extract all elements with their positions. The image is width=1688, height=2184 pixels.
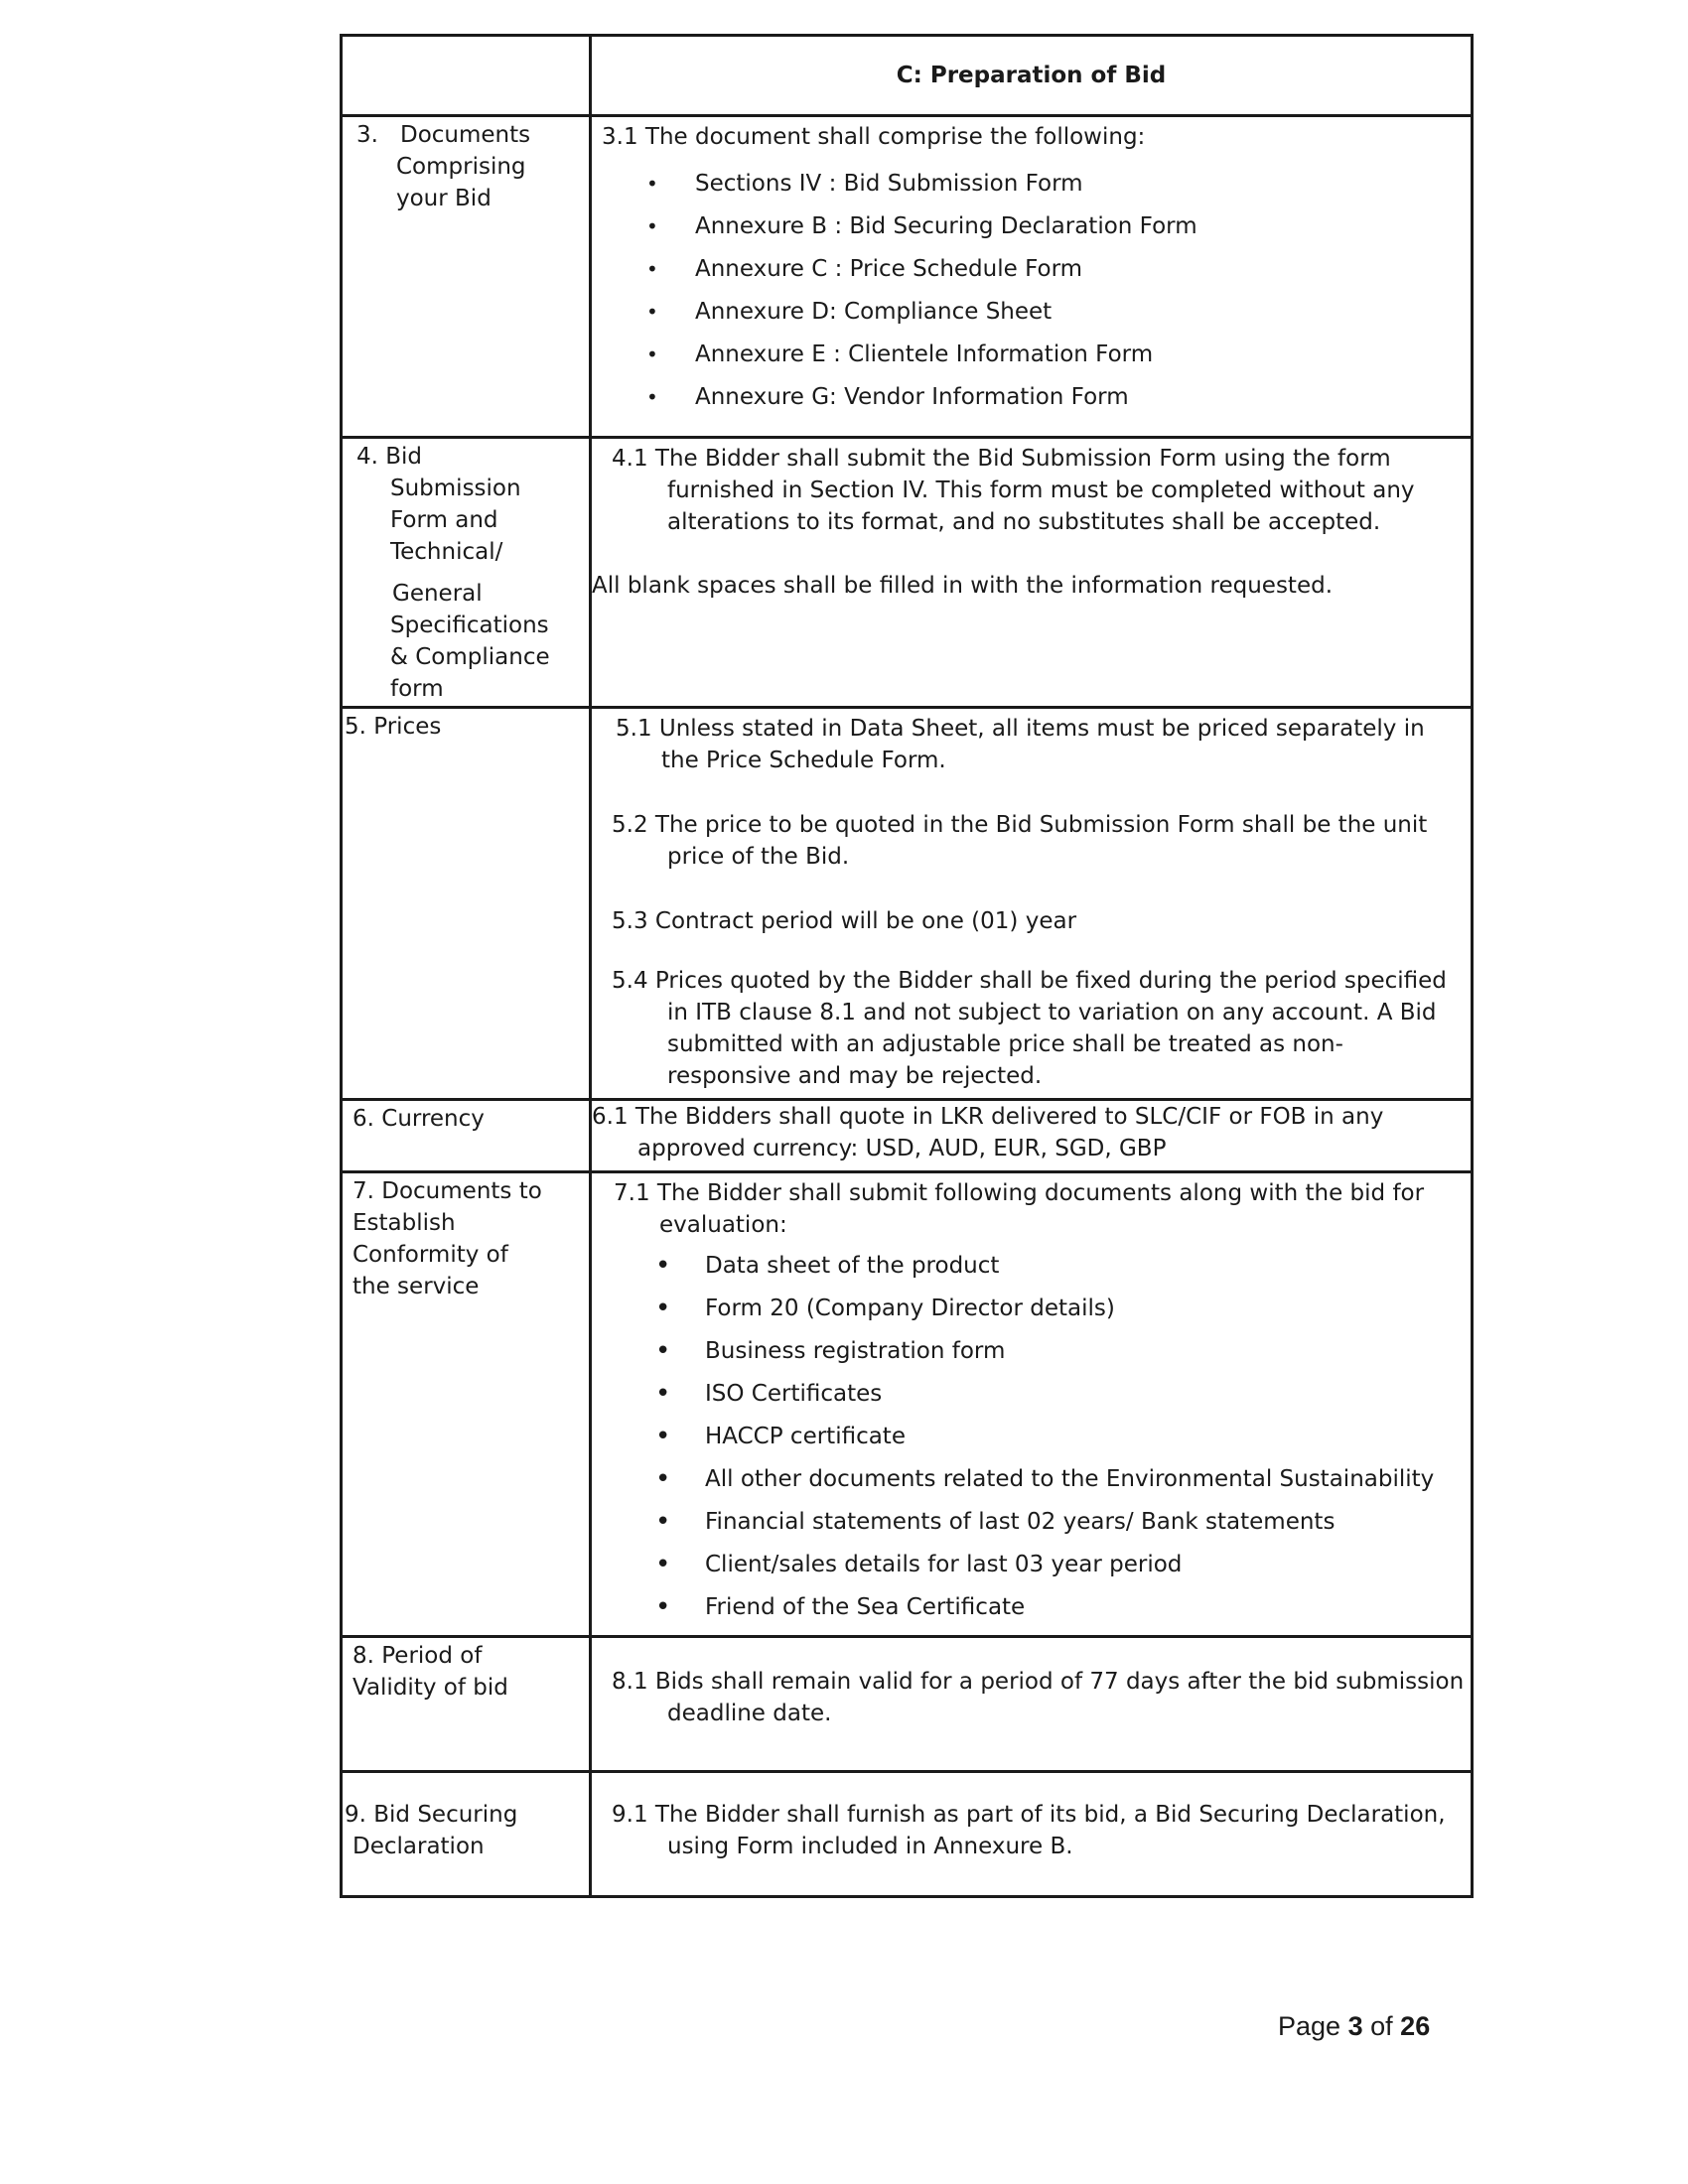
list-item: • Annexure D: Compliance Sheet (602, 291, 1467, 334)
row-label-currency (342, 1100, 591, 1172)
table-row (342, 1772, 1473, 1897)
document-list (602, 163, 1467, 419)
clause-9-1: 9.1 The Bidder shall furnish as part of its bid, a Bid Securing Declaration, using Form included in Annexure B. (612, 1802, 1446, 1859)
row-label-bid-submission-form: 4. Bid Submission Form and Technical/ General Specifications & Compliance form (342, 438, 591, 708)
row-content-bid-submission-form (591, 438, 1473, 708)
page-number: Page 3 of 26 (1278, 2011, 1431, 2041)
row-number: 3. (356, 122, 378, 148)
row-number: 6. Currency (352, 1106, 485, 1132)
row-number: 4. Bid (356, 444, 423, 470)
row-content-bid-securing (591, 1772, 1473, 1897)
list-item: • Client/sales details for last 03 year period (602, 1544, 1467, 1586)
clause-3-1: 3.1 The document shall comprise the following: (602, 124, 1146, 150)
table-row (342, 1172, 1473, 1637)
list-item: • Annexure B : Bid Securing Declaration Form (602, 205, 1467, 248)
clause-5-4: 5.4 Prices quoted by the Bidder shall be fixed during the period specified in ITB clause 8.1 and not subject to variation on any account. A Bid submitted with an adjustable price shall be treated as non-responsive and may be rejected. (612, 968, 1447, 1089)
table-row (342, 708, 1473, 1100)
clause-8-1: 8.1 Bids shall remain valid for a period of 77 days after the bid submission deadline date. (612, 1669, 1465, 1726)
list-item: • Annexure C : Price Schedule Form (602, 248, 1467, 291)
table-row (342, 438, 1473, 708)
bid-preparation-table (340, 34, 1474, 1898)
clause-5-3: 5.3 Contract period will be one (01) year (612, 908, 1077, 934)
clause-7-1: 7.1 The Bidder shall submit following documents along with the bid for evaluation: (614, 1180, 1425, 1238)
clause-5-2: 5.2 The price to be quoted in the Bid Submission Form shall be the unit price of the Bid. (612, 812, 1428, 870)
row-label-documents-conformity: 7. Documents to Establish Conformity of the service (342, 1172, 591, 1637)
row-content-documents-comprising-bid (591, 116, 1473, 438)
list-item: • Sections IV : Bid Submission Form (602, 163, 1467, 205)
table-row (342, 1100, 1473, 1172)
table-header-row (342, 36, 1473, 116)
evaluation-document-list (602, 1245, 1467, 1629)
list-item: • Form 20 (Company Director details) (602, 1288, 1467, 1330)
row-content-currency (591, 1100, 1473, 1172)
table-row (342, 116, 1473, 438)
clause-6-1: 6.1 The Bidders shall quote in LKR delivered to SLC/CIF or FOB in any approved currency: USD, AUD, EUR, SGD, GBP (592, 1104, 1384, 1161)
list-item: • Financial statements of last 02 years/ Bank statements (602, 1501, 1467, 1544)
section-title: C: Preparation of Bid (591, 36, 1473, 116)
row-content-validity (591, 1637, 1473, 1772)
list-item: • HACCP certificate (602, 1416, 1467, 1458)
row-content-documents-conformity (591, 1172, 1473, 1637)
row-content-prices (591, 708, 1473, 1100)
list-item: • Friend of the Sea Certificate (602, 1586, 1467, 1629)
list-item: • Business registration form (602, 1330, 1467, 1373)
row-label-prices (342, 708, 591, 1100)
row-number: 5. Prices (345, 714, 442, 740)
clause-5-1: 5.1 Unless stated in Data Sheet, all items must be priced separately in the Price Schedule Form. (616, 716, 1425, 773)
row-label-validity: 8. Period of Validity of bid (342, 1637, 591, 1772)
row-number: 8. Period of (352, 1643, 483, 1669)
list-item: • Annexure G: Vendor Information Form (602, 376, 1467, 419)
list-item: • All other documents related to the Environmental Sustainability (602, 1458, 1467, 1501)
list-item: • Data sheet of the product (602, 1245, 1467, 1288)
clause-4-note: All blank spaces shall be filled in with the information requested. (592, 573, 1334, 599)
row-number: 9. Bid Securing (345, 1802, 518, 1828)
row-label-bid-securing: 9. Bid Securing Declaration (342, 1772, 591, 1897)
clause-4-1: 4.1 The Bidder shall submit the Bid Submission Form using the form furnished in Section IV. This form must be completed without any alterations to its format, and no substitutes shall be accepted. (612, 446, 1415, 535)
row-label-documents-comprising-bid: 3. Documents Comprising your Bid (342, 116, 591, 438)
row-number: 7. Documents to (352, 1178, 542, 1204)
header-empty-cell (342, 36, 591, 116)
list-item: • Annexure E : Clientele Information Form (602, 334, 1467, 376)
list-item: • ISO Certificates (602, 1373, 1467, 1416)
table-row (342, 1637, 1473, 1772)
